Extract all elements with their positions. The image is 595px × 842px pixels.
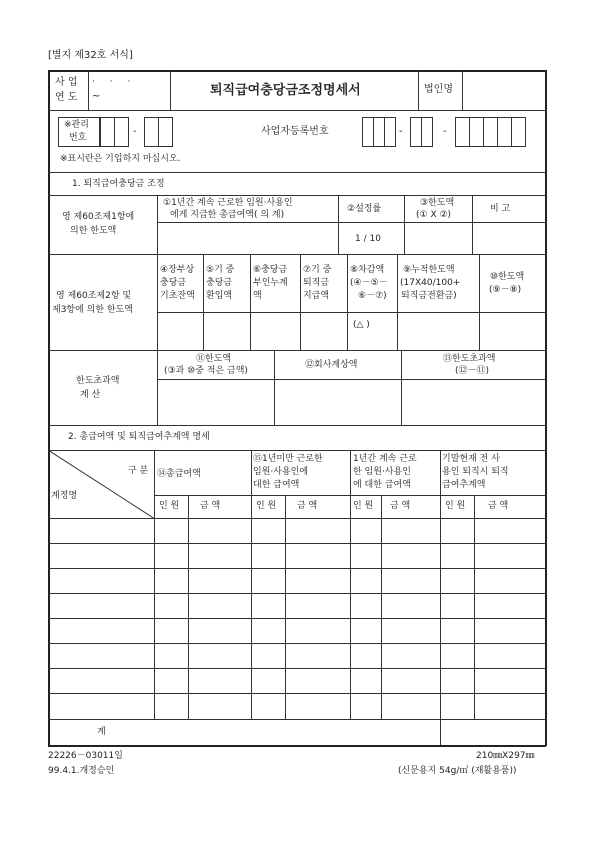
year-label-2: 연 도 bbox=[55, 92, 78, 103]
amount-header: 금 액 bbox=[200, 501, 221, 511]
mgmt-digit-box[interactable] bbox=[158, 117, 173, 147]
page-title: 퇴직급여충당금조정명세서 bbox=[210, 83, 361, 98]
frame-top bbox=[48, 70, 546, 72]
c5-label-2: 충당금 bbox=[206, 278, 233, 288]
col3-label-1: ③한도액 bbox=[420, 198, 455, 208]
mgmt-digit-box[interactable] bbox=[114, 117, 129, 147]
c4-label-2: 충당금 bbox=[160, 278, 187, 288]
table-row bbox=[48, 618, 546, 619]
table-row bbox=[48, 593, 546, 594]
row3-label-1: 한도초과액 bbox=[76, 376, 120, 386]
people-header: 인 원 bbox=[353, 501, 374, 511]
year-label-1: 사 업 bbox=[55, 77, 78, 88]
total-label: 계 bbox=[97, 727, 106, 737]
c17-label-2: 용인 퇴직시 퇴직 bbox=[442, 467, 509, 477]
c7-label-2: 퇴직금 bbox=[303, 278, 330, 288]
c10-label-1: ⑩한도액 bbox=[490, 272, 525, 282]
c14-label: ⑭총급여액 bbox=[157, 469, 201, 479]
people-header: 인 원 bbox=[445, 501, 466, 511]
reg-digit-box[interactable] bbox=[455, 117, 470, 147]
c11-label-1: ⑪한도액 bbox=[196, 354, 232, 364]
c16-label-1: 1년간 계속 근로 bbox=[353, 454, 417, 464]
c8-label-1: ⑧차감액 bbox=[350, 265, 385, 275]
gubun-label: 구 분 bbox=[128, 466, 149, 476]
c15-label-2: 임원·사용인에 bbox=[253, 467, 309, 477]
delta-value: (△ ) bbox=[353, 320, 370, 330]
c9-label-2: (17X40/100+ bbox=[400, 278, 461, 288]
col3-label-2: (① X ②) bbox=[416, 210, 452, 220]
c8-label-3: ⑥－⑦) bbox=[358, 291, 387, 301]
section1-heading: 1. 퇴직급여충당금 조정 bbox=[72, 179, 165, 189]
c5-label-1: ⑤기 중 bbox=[206, 265, 235, 275]
c4-label-3: 기초잔액 bbox=[160, 291, 195, 301]
c7-label-3: 지급액 bbox=[303, 291, 330, 301]
table-row bbox=[48, 643, 546, 644]
reg-digit-box[interactable] bbox=[469, 117, 484, 147]
c9-label-1: ⑨누적한도액 bbox=[403, 265, 455, 275]
c6-label-1: ⑥충당금 bbox=[253, 265, 288, 275]
c16-label-2: 한 임원·사용인 bbox=[353, 467, 411, 477]
row1-label-2: 의한 한도액 bbox=[70, 226, 117, 236]
mgmt-digit-box[interactable] bbox=[100, 117, 115, 147]
account-label: 계정명 bbox=[51, 491, 78, 501]
c17-label-1: 기말현재 전 사 bbox=[442, 454, 500, 464]
dash: - bbox=[443, 126, 447, 137]
row3-label-2: 계 산 bbox=[80, 390, 101, 400]
mgmt-label-1: ※관리 bbox=[64, 120, 89, 130]
c4-label-1: ④장부상 bbox=[160, 265, 195, 275]
approval-date: 99.4.1.개정승인 bbox=[48, 766, 115, 776]
dash: - bbox=[133, 126, 137, 137]
c6-label-3: 액 bbox=[253, 291, 262, 301]
reg-digit-box[interactable] bbox=[384, 117, 396, 147]
reg-digit-box[interactable] bbox=[421, 117, 433, 147]
corp-name-label: 법인명 bbox=[424, 84, 453, 95]
form-number: 22226－03011일 bbox=[48, 751, 123, 761]
c12-label: ⑫회사계상액 bbox=[305, 360, 358, 370]
col4-label: 비 고 bbox=[490, 204, 511, 214]
paper-size: 210㎜X297㎜ bbox=[476, 751, 535, 761]
people-header: 인 원 bbox=[256, 501, 277, 511]
year-dots: · · · bbox=[92, 77, 137, 87]
c15-label-1: ⑮1년미만 근로한 bbox=[253, 454, 323, 464]
amount-header: 금 액 bbox=[488, 501, 509, 511]
frame-bottom bbox=[48, 745, 546, 747]
col1-label-2: 에게 지급한 총급여액( 의 계) bbox=[170, 210, 285, 220]
amount-header: 금 액 bbox=[297, 501, 318, 511]
note: ※표시란은 기입하지 마십시오. bbox=[60, 154, 181, 164]
year-tilde: ~ bbox=[92, 91, 101, 102]
table-row bbox=[48, 719, 546, 720]
col1-label-1: ①1년간 계속 근로한 임원·사용인 bbox=[163, 198, 293, 208]
c6-label-2: 부인누계 bbox=[253, 278, 288, 288]
people-header: 인 원 bbox=[159, 501, 180, 511]
c5-label-3: 환입액 bbox=[206, 291, 233, 301]
paper-spec: (신문용지 54g/㎡ (재활용품)) bbox=[398, 766, 517, 776]
reg-digit-box[interactable] bbox=[483, 117, 498, 147]
diagonal-divider bbox=[48, 450, 155, 519]
c13-label-1: ⑬한도초과액 bbox=[443, 354, 496, 364]
table-row bbox=[48, 543, 546, 544]
c17-label-3: 급여추계액 bbox=[442, 480, 486, 490]
reg-number-label: 사업자등록번호 bbox=[261, 126, 329, 137]
dash: - bbox=[399, 126, 403, 137]
c13-label-2: (⑫－⑪) bbox=[455, 366, 490, 376]
row2-label-1: 영 제60조제2항 및 bbox=[56, 291, 132, 301]
rate-value: 1 / 10 bbox=[355, 234, 381, 244]
mgmt-label-2: 번호 bbox=[69, 133, 87, 143]
form-code: [별지 제32호 서식] bbox=[48, 50, 133, 61]
amount-header: 금 액 bbox=[390, 501, 411, 511]
col2-label: ②설정률 bbox=[347, 204, 382, 214]
table-row bbox=[48, 668, 546, 669]
mgmt-digit-box[interactable] bbox=[144, 117, 159, 147]
c16-label-3: 에 대한 급여액 bbox=[353, 480, 411, 490]
c8-label-2: (④－⑤－ bbox=[350, 278, 388, 288]
section2-heading: 2. 총급여액 및 퇴직급여추계액 명세 bbox=[68, 432, 210, 442]
row2-label-2: 제3항에 의한 한도액 bbox=[52, 305, 134, 315]
table-row bbox=[48, 693, 546, 694]
c11-label-2: (③과 ⑩중 적은 금액) bbox=[164, 366, 248, 376]
table-row bbox=[48, 568, 546, 569]
row1-label-1: 영 제60조제1항에 bbox=[62, 212, 135, 222]
reg-digit-box[interactable] bbox=[511, 117, 526, 147]
c15-label-3: 대한 급여액 bbox=[253, 480, 300, 490]
reg-digit-box[interactable] bbox=[497, 117, 512, 147]
c10-label-2: (⑨－⑧) bbox=[489, 285, 522, 295]
c9-label-3: 퇴직금전환금) bbox=[401, 291, 457, 301]
c7-label-1: ⑦기 중 bbox=[303, 265, 332, 275]
